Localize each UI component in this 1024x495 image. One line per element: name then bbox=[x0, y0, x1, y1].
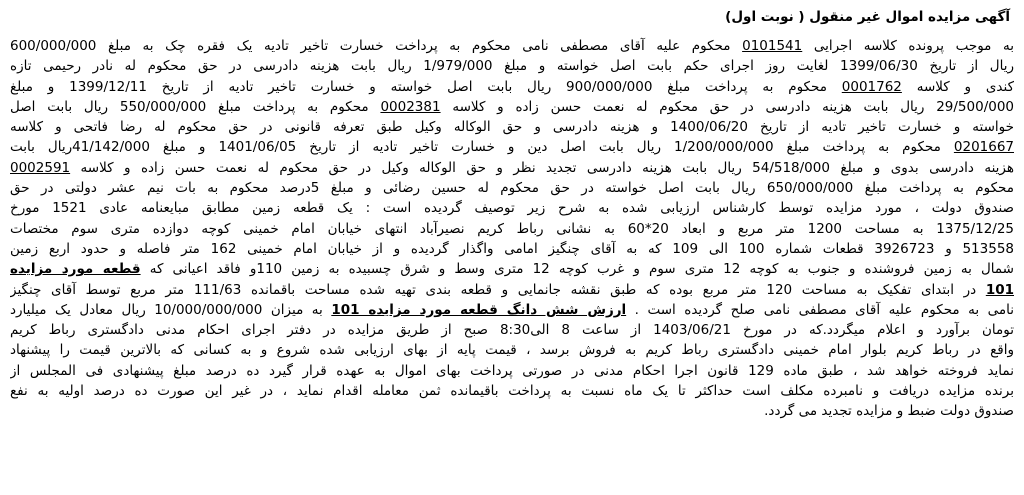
notice-line bbox=[10, 97, 1014, 117]
notice-line bbox=[10, 259, 1014, 279]
notice-line bbox=[10, 117, 1014, 137]
notice-line bbox=[10, 340, 1014, 360]
notice-text: 513558 و 3926723 قطعات شماره 100 الی 109 که به آقای چنگیز امامی واگذار گردیده و از خیابان امام خمینی 162 متر فاصله و حدود اربع زمین bbox=[10, 240, 1014, 257]
notice-text: به موجب پرونده کلاسه اجرایی bbox=[802, 38, 1014, 54]
notice-line bbox=[10, 280, 1014, 300]
notice-text: محکوم به پرداخت مبلغ 1/200/000/000 ریال بابت اصل دین و خسارت تاخیر تادیه از تاریخ 1401/06/05 و مبلغ 41/142/000ریال بابت bbox=[10, 139, 954, 156]
notice-text: محکوم به پرداخت مبلغ 550/000/000 ریال بابت اصل bbox=[10, 98, 381, 115]
notice-text: کندی و کلاسه bbox=[901, 78, 1014, 95]
emphasized-text: 0001762 bbox=[841, 78, 902, 95]
notice-line bbox=[10, 198, 1014, 218]
notice-text: خواسته و خسارت تاخیر تادیه از تاریخ 1400/06/20 و هزینه دادرسی و حق الوکاله وکیل طبق تعرفه قانونی در حق محکوم له رضا فاتحی و کلاسه bbox=[10, 119, 1014, 136]
notice-text: محکوم به پرداخت مبلغ 900/000/000 ریال بابت اصل خواسته و خسارت تاخیر تادیه از تاریخ 1399/12/11 و مبلغ bbox=[10, 78, 842, 95]
emphasized-text: 0002381 bbox=[380, 98, 441, 115]
notice-text: واقع در رباط کریم بلوار امام خمینی دادگستری رباط کریم به فروش برسد ، قیمت پایه از بهای ارزیابی شده شروع و به کسانی که بالاترین قیمت را پیشنهاد bbox=[10, 342, 1014, 359]
notice-line bbox=[10, 36, 1014, 56]
notice-line bbox=[10, 178, 1014, 198]
notice-text: 29/500/000 ریال بابت هزینه دادرسی در حق محکوم له نعمت حسن زاده و کلاسه bbox=[440, 98, 1014, 115]
emphasized-text: 0101541 bbox=[742, 38, 803, 54]
emphasized-text: 0002591 bbox=[10, 159, 71, 176]
notice-text: برنده مزایده دریافت و نامبرده مکلف است حداکثر تا یک ماه نسبت به پرداخت باقیمانده ثمن معامله اقدام نماید ، در غیر این صورت ده درصد اولیه به نفع bbox=[10, 383, 1014, 400]
notice-text: هزینه دادرسی بدوی و مبلغ 54/518/000 ریال بابت هزینه دادرسی تجدید نظر و حق الوکاله وکیل در حق محکوم له نعمت حسن زاده و کلاسه bbox=[70, 159, 1014, 176]
notice-line bbox=[10, 320, 1014, 340]
notice-text: تومان برآورد و اعلام میگردد.که در مورخ 1403/06/21 از ساعت 8 الی8:30 صبح از طریق مزایده در دفتر اجرای احکام مدنی دادگستری رباط کریم bbox=[10, 322, 1014, 339]
notice-line bbox=[10, 56, 1014, 76]
notice-line bbox=[10, 401, 1014, 421]
notice-line bbox=[10, 300, 1014, 320]
notice-text: 1375/12/25 به مساحت 1200 متر مربع و ابعاد 20*60 به نشانی رباط کریم نصیرآباد انتهای خیابان امام خمینی کوچه دوازده متری سوم مختصات bbox=[10, 220, 1014, 237]
notice-text: به میزان 10/000/000/000 ریال معادل یک میلیارد bbox=[10, 301, 332, 318]
notice-title: آگهی مزایده اموال غیر منقول ( نوبت اول) bbox=[725, 9, 1010, 25]
notice-body bbox=[10, 36, 1014, 422]
emphasized-text: 0201667 bbox=[953, 139, 1014, 156]
emphasized-text: 101 bbox=[985, 281, 1014, 298]
notice-text: نماید فروخته خواهد شد ، طبق ماده 129 قانون اجرا احکام مدنی در صورتی پرداخت بهای اموال به عهده قرار گیرد ده درصد مبلغ پیشنهادی فی المجلس از bbox=[10, 362, 1014, 379]
emphasized-text: قطعه مورد مزایده bbox=[10, 261, 141, 278]
notice-text: محکوم به پرداخت مبلغ 650/000/000 ریال بابت اصل خواسته در حق محکوم له حسین رضائی و مبلغ 5درصد محکوم به بات نیم عشر دولتی در حق bbox=[10, 180, 1014, 197]
notice-line bbox=[10, 77, 1014, 97]
notice-line bbox=[10, 219, 1014, 239]
notice-line bbox=[10, 137, 1014, 157]
notice-line bbox=[10, 158, 1014, 178]
notice-text: صندوق دولت ضبط و مزایده تجدید می گردد. bbox=[764, 403, 1014, 420]
notice-text: نامی به محکوم علیه آقای مصطفی نامی صلح گردیده است . bbox=[626, 301, 1014, 318]
notice-text: صندوق دولت ، مورد مزایده توسط کارشناس ارزیابی شده به شرح زیر توصیف گردیده است : یک قطعه زمین مطابق مبایعنامه عادی 1521 مورخ bbox=[10, 200, 1014, 217]
notice-text: در ابتدای تفکیک به مساحت 120 متر مربع بوده که طبق نقشه جانمایی و قطعه بندی تهیه شده مساحت باقمانده 111/63 متر مربع توسط آقای چنگیز bbox=[10, 281, 986, 298]
emphasized-text: ارزش شش دانگ قطعه مورد مزایده 101 bbox=[331, 301, 627, 318]
notice-text: ریال از تاریخ 1399/06/30 لغایت روز اجرای حکم بابت اصل خواسته و مبلغ 1/979/000 ریال بابت هزینه دادرسی در حق محکوم له نادر رحیمی تازه bbox=[10, 58, 1014, 75]
notice-text: شمال به زمین فروشنده و جنوب به کوچه 12 متری سوم و غرب کوچه 12 متری وسط و شرق چسبیده به زمین 110و فاقد اعیانی که bbox=[140, 261, 1014, 278]
notice-line bbox=[10, 361, 1014, 381]
notice-text: محکوم علیه آقای مصطفی نامی محکوم به پرداخت خسارت تاخیر تادیه یک فقره چک به مبلغ 600/000/000 bbox=[10, 38, 743, 54]
notice-line bbox=[10, 381, 1014, 401]
notice-line bbox=[10, 239, 1014, 259]
